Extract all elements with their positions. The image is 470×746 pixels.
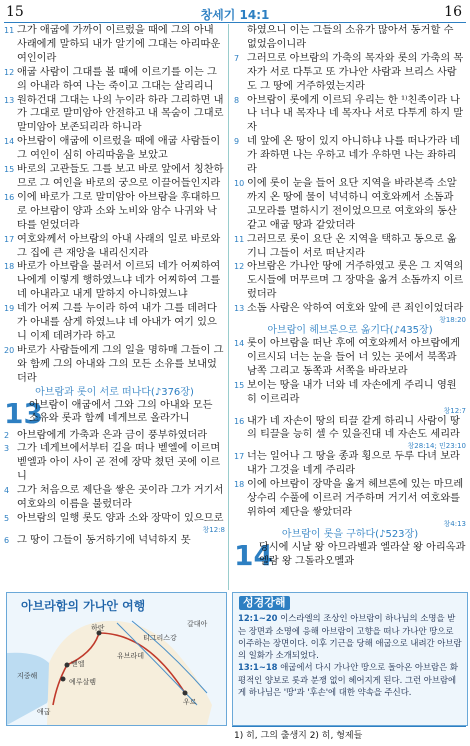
commentary-text: 애굽에서 다시 가나안 땅으로 돌아온 아브람은 화평적인 양보로 롯과 분쟁 없이 헤어지게 된다. 그런 아브람에게 하나님은 '땅'과 '후손'에 대한 약속을 주신다. bbox=[238, 662, 458, 698]
verse bbox=[4, 344, 225, 386]
verse bbox=[4, 429, 225, 443]
cross-reference: 창12:7 bbox=[443, 406, 466, 415]
page-number-left: 15 bbox=[6, 4, 24, 20]
commentary-badge: 성경강해 bbox=[239, 596, 290, 610]
verse-number: 15 bbox=[234, 380, 245, 390]
verse bbox=[4, 66, 225, 94]
commentary-text: 이스라엘의 조상인 아브람이 하나님의 소명을 받는 장면과 소명에 응해 아브람이 고향을 떠나 가나안 땅으로 이주하는 장면이다. 이후 기근을 당해 애굽으로 내려간 아브람의 일화가 소개되었다. bbox=[238, 613, 462, 661]
map-label: 유브라데 bbox=[117, 652, 145, 660]
land-shape bbox=[47, 621, 212, 725]
commentary-ref: 12:1~20 bbox=[238, 613, 278, 624]
verse-number: 8 bbox=[234, 95, 240, 105]
verse-text: 여호와께서 아브람의 아내 사래의 일로 바로와 그 집에 큰 재앙을 내리신지라 bbox=[17, 233, 221, 259]
verse-number: 4 bbox=[4, 486, 10, 496]
chapter-number: 14 bbox=[234, 538, 273, 572]
verse-number: 14 bbox=[234, 339, 245, 349]
verse-number: 18 bbox=[234, 480, 245, 490]
verse-number: 13 bbox=[234, 304, 245, 314]
journey-map bbox=[6, 592, 227, 726]
verse bbox=[234, 302, 466, 316]
verse-text: 아브람이 애굽에서 그와 그의 아내와 모든 소유와 롯과 함께 네게브로 올라가니 bbox=[29, 399, 213, 425]
verse-text: 너는 일어나 그 땅을 종과 횡으로 두루 다녀 보라 내가 그것을 네게 주리라 bbox=[247, 451, 460, 477]
map-label: 애굽 bbox=[37, 708, 51, 716]
cross-reference: 창28:14; 민23:10 bbox=[407, 442, 466, 451]
map-label: 갈대아 bbox=[187, 620, 208, 628]
map-label: 티그리스강 bbox=[143, 634, 177, 642]
header-rule bbox=[4, 22, 466, 23]
verse bbox=[4, 302, 225, 344]
verse-text: 하였으니 이는 그들의 소유가 많아서 동거할 수 없었음이니라 bbox=[247, 25, 454, 50]
verse-text: 아브람은 가나안 땅에 거주하였고 롯은 그 지역의 도시들에 머무르며 그 장막을 옮겨 소돔까지 이르렀더라 bbox=[247, 261, 464, 301]
verse-number: 2 bbox=[4, 430, 10, 440]
verse-number: 3 bbox=[4, 444, 10, 454]
verse-text: 네 앞에 온 땅이 있지 아니하냐 나를 떠나가라 네가 좌하면 나는 우하고 네가 우하면 나는 좌하리라 bbox=[247, 136, 460, 176]
verse-text: 롯이 아브람을 떠난 후에 여호와께서 아브람에게 이르시되 너는 눈을 들어 너 있는 곳에서 북쪽과 남쪽 그리고 동쪽과 서쪽을 바라보라 bbox=[247, 338, 461, 377]
chapter-start bbox=[4, 396, 225, 430]
book-reference: 창세기 14:1 bbox=[200, 8, 270, 22]
section-heading: 아브람이 헤브론으로 옮기다(♪435장) bbox=[267, 325, 433, 337]
verse-number: 15 bbox=[4, 165, 15, 175]
verse-number: 11 bbox=[234, 234, 245, 244]
right-column bbox=[234, 24, 466, 571]
map-label: 우르 bbox=[183, 698, 197, 706]
verse-text: 원하건대 그대는 나의 누이라 하라 그리하면 내가 그대로 말미암아 안전하고 내 목숨이 그대로 말미암아 보존되리라 하니라 bbox=[17, 94, 224, 134]
footnote: 1) 히, 그의 출생지 2) 히, 형제들 bbox=[234, 731, 363, 741]
verse-text: 아브람의 일행 롯도 양과 소와 장막이 있으므로 bbox=[17, 513, 224, 524]
page-number-right: 16 bbox=[444, 4, 462, 20]
verse bbox=[4, 512, 225, 526]
verse bbox=[234, 177, 466, 233]
verse-text: 애굽 사람이 그대를 볼 때에 이르기를 이는 그의 아내라 하여 나는 죽이고 그대는 살리리니 bbox=[17, 66, 217, 92]
verse bbox=[4, 191, 225, 233]
map-title: 아브라함의 가나안 여행 bbox=[21, 599, 146, 613]
verse bbox=[234, 379, 466, 407]
verse bbox=[4, 94, 225, 136]
verse-number: 10 bbox=[234, 178, 245, 188]
verse-text: 아브람이 애굽에 이르렀을 때에 애굽 사람들이 그 여인이 심히 아리따움을 보았고 bbox=[17, 136, 221, 162]
verse bbox=[4, 484, 225, 512]
verse-number: 16 bbox=[234, 416, 245, 426]
verse bbox=[234, 478, 466, 520]
verse-number: 16 bbox=[4, 192, 15, 202]
map-label: 벧엘 bbox=[71, 660, 85, 668]
cross-reference: 창18:20 bbox=[439, 316, 466, 325]
verse bbox=[234, 24, 466, 52]
chapter-start bbox=[234, 538, 466, 572]
verse-text: 보이는 땅을 내가 너와 네 자손에게 주리니 영원히 이르리라 bbox=[247, 379, 457, 405]
verse-number: 6 bbox=[4, 535, 10, 545]
verse bbox=[4, 135, 225, 163]
verse bbox=[234, 450, 466, 478]
verse-text: 그 땅이 그들이 동거하기에 넉넉하지 못 bbox=[17, 534, 191, 546]
verse-text: 내가 네 자손이 땅의 티끌 같게 하리니 사람이 땅의 티끌을 능히 셀 수 있을진대 네 자손도 세리라 bbox=[247, 415, 460, 441]
verse-text: 이에 롯이 눈을 들어 요단 지역을 바라본즉 소알까지 온 땅에 물이 넉넉하니 여호와께서 소돔과 고모라를 멸하시기 전이었으므로 여호와의 동산 같고 애굽 땅과 같았더라 bbox=[247, 177, 457, 231]
footnote-rule bbox=[232, 726, 466, 727]
verse-text: 바로가 사람들에게 그의 일을 명하매 그들이 그와 함께 그의 아내와 그의 모든 소유를 보내었더라 bbox=[17, 344, 224, 384]
commentary-ref: 13:1~18 bbox=[238, 662, 278, 673]
verse-number: 11 bbox=[4, 26, 15, 35]
verse-number: 20 bbox=[4, 345, 15, 355]
verse bbox=[234, 94, 466, 136]
left-column bbox=[4, 24, 225, 548]
page-header bbox=[0, 0, 470, 22]
verse-text: 이에 아브람이 장막을 옮겨 헤브론에 있는 마므레 상수리 수풀에 이르러 거주하며 거기서 여호와를 위하여 제단을 쌓았더라 bbox=[247, 479, 464, 518]
cross-reference: 창12:8 bbox=[202, 525, 225, 534]
verse-text: 이에 바로가 그로 말미암아 아브람을 후대하므로 아브람이 양과 소와 노비와 암수 나귀와 낙타를 얻었더라 bbox=[17, 191, 221, 231]
verse-text: 그가 처음으로 제단을 쌓은 곳이라 그가 거기서 여호와의 이름을 불렀더라 bbox=[17, 485, 224, 511]
verse-number: 7 bbox=[234, 53, 240, 63]
verse bbox=[4, 233, 225, 261]
map-label: 하란 bbox=[91, 624, 105, 632]
verse bbox=[4, 534, 225, 548]
city-marker bbox=[183, 691, 188, 696]
commentary-item bbox=[233, 661, 467, 698]
verse-number: 9 bbox=[234, 137, 240, 147]
column-divider bbox=[228, 24, 229, 590]
verse-text: 아브람에게 가축과 은과 금이 풍부하였더라 bbox=[17, 429, 208, 441]
verse-text: 네가 어찌 그를 누이라 하여 내가 그를 데려다가 아내를 삼게 하였느냐 네 아내가 여기 있으니 이제 데려가라 하고 bbox=[17, 303, 217, 342]
commentary-box bbox=[232, 592, 468, 726]
verse-text: 그러므로 아브람의 가축의 목자와 롯의 가축의 목자가 서로 다투고 또 가나안 사람과 브리스 사람도 그 땅에 거주하였는지라 bbox=[247, 52, 464, 92]
verse bbox=[4, 260, 225, 302]
verse bbox=[4, 24, 225, 66]
map-label: 예루살렘 bbox=[69, 678, 97, 686]
city-marker bbox=[65, 663, 70, 668]
verse-number: 19 bbox=[4, 304, 15, 314]
verse bbox=[234, 260, 466, 302]
verse-number: 17 bbox=[4, 234, 15, 244]
verse-number: 18 bbox=[4, 262, 15, 272]
verse-text: 바로의 고관들도 그를 보고 바로 앞에서 칭찬하므로 그 여인을 바로의 궁으로 이끌어들인지라 bbox=[17, 164, 224, 189]
section-heading: 아브람과 롯이 서로 떠나다(♪376장) bbox=[35, 386, 194, 398]
verse-number: 12 bbox=[234, 262, 245, 272]
map-label: 지중해 bbox=[17, 672, 38, 680]
verse-text: 당시에 시날 왕 아므라벨과 엘라살 왕 아리옥과 엘람 왕 그돌라오멜과 bbox=[259, 541, 466, 567]
section-heading: 아브람이 롯을 구하다(♪523장) bbox=[281, 528, 419, 540]
verse bbox=[4, 442, 225, 484]
verse-text: 바로가 아브람을 불러서 이르되 네가 어찌하여 나에게 이렇게 행하였느냐 네가 어찌하여 그를 네 아내라고 내게 말하지 아니하였느냐 bbox=[17, 261, 221, 301]
verse-text: 아브람이 롯에게 이르되 우리는 한 ¹⁾친족이라 나나 너나 내 목자나 네 목자나 서로 다투게 하지 말자 bbox=[247, 94, 464, 134]
verse-text: 그러므로 롯이 요단 온 지역을 택하고 동으로 옮기니 그들이 서로 떠난지라 bbox=[247, 233, 457, 259]
verse bbox=[234, 415, 466, 443]
verse bbox=[234, 233, 466, 261]
verse-text: 그가 네게브에서부터 길을 떠나 벧엘에 이르며 벧엘과 아이 사이 곧 전에 장막 쳤던 곳에 이르니 bbox=[17, 443, 221, 483]
verse-number: 5 bbox=[4, 514, 10, 523]
verse bbox=[234, 337, 466, 379]
verse-number: 12 bbox=[4, 67, 15, 77]
cross-reference: 창4:13 bbox=[443, 519, 466, 528]
verse-number: 17 bbox=[234, 452, 245, 462]
verse-number: 14 bbox=[4, 137, 15, 147]
verse-number: 13 bbox=[4, 95, 15, 105]
chapter-number: 13 bbox=[4, 396, 43, 430]
city-marker bbox=[61, 677, 66, 682]
verse-text: 그가 애굽에 가까이 이르렀을 때에 그의 아내 사래에게 말하되 내가 알기에 그대는 아리따운 여인이라 bbox=[17, 25, 221, 64]
verse bbox=[4, 163, 225, 191]
verse-text: 소돔 사람은 악하여 여호와 앞에 큰 죄인이었더라 bbox=[247, 303, 464, 315]
commentary-item bbox=[233, 612, 467, 661]
verse bbox=[234, 135, 466, 177]
verse bbox=[234, 52, 466, 94]
